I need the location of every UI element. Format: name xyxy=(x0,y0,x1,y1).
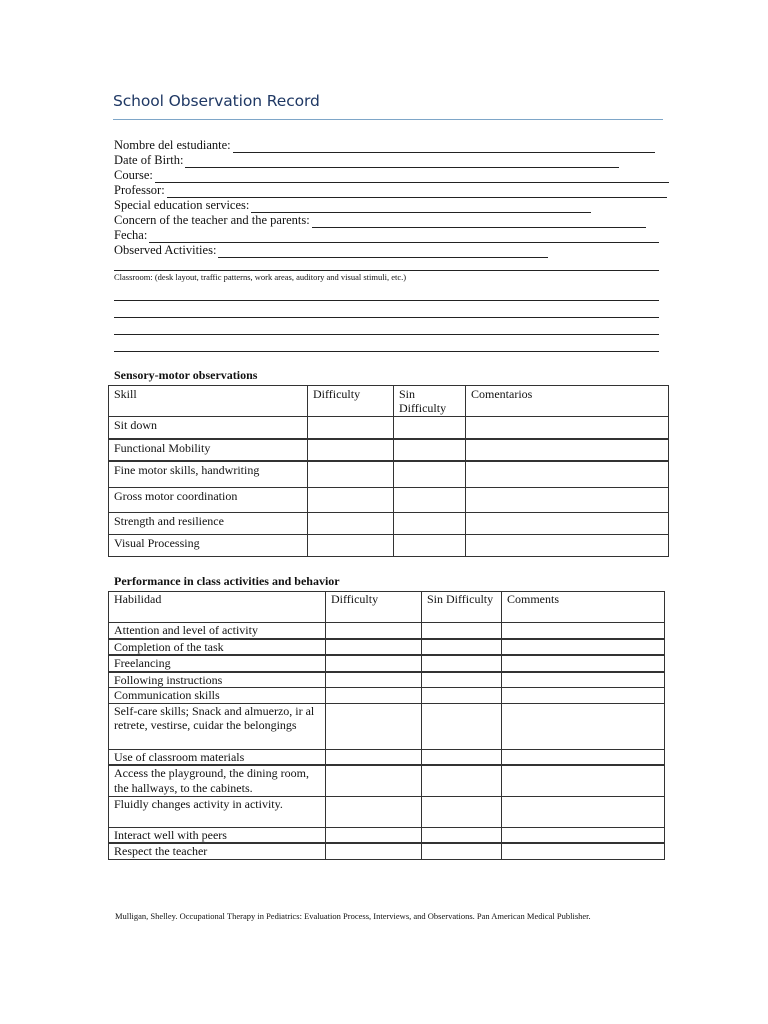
skill-cell: Completion of the task xyxy=(109,639,326,656)
blank-line[interactable] xyxy=(114,351,659,352)
blank-line[interactable] xyxy=(114,300,659,301)
student-name-field[interactable] xyxy=(114,138,674,153)
sin-difficulty-cell[interactable] xyxy=(422,843,502,859)
skill-cell: Communication skills xyxy=(109,688,326,704)
skill-cell: Respect the teacher xyxy=(109,843,326,859)
header-sin-difficulty: Sin Difficulty xyxy=(422,592,502,623)
difficulty-cell[interactable] xyxy=(326,796,422,827)
reference-citation: Mulligan, Shelley. Occupational Therapy in Pediatrics: Evaluation Process, Interviews, and Observations. Pan American Medical Publisher. xyxy=(115,911,591,921)
student-name-label: Nombre del estudiante: xyxy=(114,138,231,152)
date-label: Fecha: xyxy=(114,228,148,242)
comments-cell[interactable] xyxy=(466,513,669,535)
skill-cell: Fluidly changes activity in activity. xyxy=(109,796,326,827)
table-row xyxy=(109,513,669,535)
table-row xyxy=(109,535,669,557)
skill-cell: Attention and level of activity xyxy=(109,623,326,639)
sensory-section-title: Sensory-motor observations xyxy=(114,368,258,382)
course-field[interactable] xyxy=(114,168,674,183)
difficulty-cell[interactable] xyxy=(308,461,394,488)
table-row xyxy=(109,688,665,704)
difficulty-cell[interactable] xyxy=(326,827,422,843)
blank-line[interactable] xyxy=(114,317,659,318)
skill-cell: Strength and resilience xyxy=(109,513,308,535)
special-education-field[interactable] xyxy=(114,198,674,213)
sin-difficulty-cell[interactable] xyxy=(422,639,502,656)
concern-line[interactable] xyxy=(312,216,646,228)
table-row xyxy=(109,655,665,672)
difficulty-cell[interactable] xyxy=(326,672,422,688)
sin-difficulty-cell[interactable] xyxy=(422,623,502,639)
difficulty-cell[interactable] xyxy=(326,703,422,749)
comments-cell[interactable] xyxy=(502,639,665,656)
student-name-line[interactable] xyxy=(233,141,655,153)
header-skill: Skill xyxy=(109,386,308,417)
difficulty-cell[interactable] xyxy=(326,623,422,639)
date-of-birth-field[interactable] xyxy=(114,153,674,168)
sin-difficulty-cell[interactable] xyxy=(394,439,466,461)
table-row xyxy=(109,765,665,796)
skill-cell: Access the playground, the dining room, the hallways, to the cabinets. xyxy=(109,765,326,796)
difficulty-cell[interactable] xyxy=(326,843,422,859)
comments-cell[interactable] xyxy=(466,417,669,439)
sin-difficulty-cell[interactable] xyxy=(394,513,466,535)
comments-cell[interactable] xyxy=(502,765,665,796)
concern-label: Concern of the teacher and the parents: xyxy=(114,213,310,227)
header-skill: Habilidad xyxy=(109,592,326,623)
blank-line[interactable] xyxy=(114,334,659,335)
skill-cell: Use of classroom materials xyxy=(109,749,326,765)
performance-section-title: Performance in class activities and behavior xyxy=(114,574,340,588)
comments-cell[interactable] xyxy=(502,688,665,704)
sin-difficulty-cell[interactable] xyxy=(422,749,502,765)
table-row xyxy=(109,843,665,859)
title-divider xyxy=(113,119,663,120)
sin-difficulty-cell[interactable] xyxy=(394,461,466,488)
skill-cell: Following instructions xyxy=(109,672,326,688)
date-of-birth-label: Date of Birth: xyxy=(114,153,184,167)
difficulty-cell[interactable] xyxy=(308,439,394,461)
skill-cell: Fine motor skills, handwriting xyxy=(109,461,308,488)
difficulty-cell[interactable] xyxy=(326,688,422,704)
special-education-label: Special education services: xyxy=(114,198,250,212)
difficulty-cell[interactable] xyxy=(326,639,422,656)
difficulty-cell[interactable] xyxy=(308,535,394,557)
comments-cell[interactable] xyxy=(502,827,665,843)
difficulty-cell[interactable] xyxy=(308,417,394,439)
sin-difficulty-cell[interactable] xyxy=(422,688,502,704)
comments-cell[interactable] xyxy=(502,749,665,765)
table-row xyxy=(109,488,669,513)
classroom-note: Classroom: (desk layout, traffic patterns, work areas, auditory and visual stimuli, etc.) xyxy=(114,272,407,282)
page-title: School Observation Record xyxy=(113,92,320,110)
professor-label: Professor: xyxy=(114,183,165,197)
performance-table xyxy=(108,591,665,860)
skill-cell: Self-care skills; Snack and almuerzo, ir al retrete, vestirse, cuidar the belongings xyxy=(109,703,326,749)
comments-cell[interactable] xyxy=(466,439,669,461)
comments-cell[interactable] xyxy=(502,655,665,672)
table-row xyxy=(109,703,665,749)
skill-cell: Gross motor coordination xyxy=(109,488,308,513)
sin-difficulty-cell[interactable] xyxy=(394,417,466,439)
blank-line[interactable] xyxy=(114,270,659,271)
student-info-fields xyxy=(114,138,674,258)
table-row xyxy=(109,623,665,639)
sensory-table xyxy=(108,385,669,557)
sin-difficulty-cell[interactable] xyxy=(394,535,466,557)
sin-difficulty-cell[interactable] xyxy=(422,827,502,843)
comments-cell[interactable] xyxy=(502,623,665,639)
sin-difficulty-cell[interactable] xyxy=(422,703,502,749)
professor-line[interactable] xyxy=(167,186,667,198)
table-header-row xyxy=(109,592,665,623)
concern-field[interactable] xyxy=(114,213,674,228)
header-comments: Comentarios xyxy=(466,386,669,417)
sin-difficulty-cell[interactable] xyxy=(422,765,502,796)
table-row xyxy=(109,639,665,656)
observed-activities-line[interactable] xyxy=(218,246,548,258)
table-row xyxy=(109,796,665,827)
table-row xyxy=(109,827,665,843)
sin-difficulty-cell[interactable] xyxy=(422,796,502,827)
header-difficulty: Difficulty xyxy=(326,592,422,623)
course-line[interactable] xyxy=(155,171,669,183)
comments-cell[interactable] xyxy=(502,672,665,688)
comments-cell[interactable] xyxy=(502,796,665,827)
difficulty-cell[interactable] xyxy=(326,655,422,672)
table-row xyxy=(109,749,665,765)
skill-cell: Sit down xyxy=(109,417,308,439)
table-row xyxy=(109,439,669,461)
professor-field[interactable] xyxy=(114,183,674,198)
skill-cell: Freelancing xyxy=(109,655,326,672)
difficulty-cell[interactable] xyxy=(326,749,422,765)
sin-difficulty-cell[interactable] xyxy=(422,655,502,672)
comments-cell[interactable] xyxy=(502,843,665,859)
observed-activities-field[interactable] xyxy=(114,243,674,258)
course-label: Course: xyxy=(114,168,153,182)
date-field[interactable] xyxy=(114,228,674,243)
table-header-row xyxy=(109,386,669,417)
comments-cell[interactable] xyxy=(502,703,665,749)
difficulty-cell[interactable] xyxy=(308,513,394,535)
difficulty-cell[interactable] xyxy=(326,765,422,796)
sin-difficulty-cell[interactable] xyxy=(394,488,466,513)
header-sin-difficulty: Sin Difficulty xyxy=(394,386,466,417)
skill-cell: Functional Mobility xyxy=(109,439,308,461)
date-line[interactable] xyxy=(149,231,659,243)
table-row xyxy=(109,672,665,688)
table-row xyxy=(109,461,669,488)
table-row xyxy=(109,417,669,439)
observed-activities-label: Observed Activities: xyxy=(114,243,217,257)
header-difficulty: Difficulty xyxy=(308,386,394,417)
date-of-birth-line[interactable] xyxy=(185,156,619,168)
header-comments: Comments xyxy=(502,592,665,623)
skill-cell: Visual Processing xyxy=(109,535,308,557)
difficulty-cell[interactable] xyxy=(308,488,394,513)
comments-cell[interactable] xyxy=(466,461,669,488)
comments-cell[interactable] xyxy=(466,488,669,513)
skill-cell: Interact well with peers xyxy=(109,827,326,843)
comments-cell[interactable] xyxy=(466,535,669,557)
special-education-line[interactable] xyxy=(251,201,591,213)
sin-difficulty-cell[interactable] xyxy=(422,672,502,688)
